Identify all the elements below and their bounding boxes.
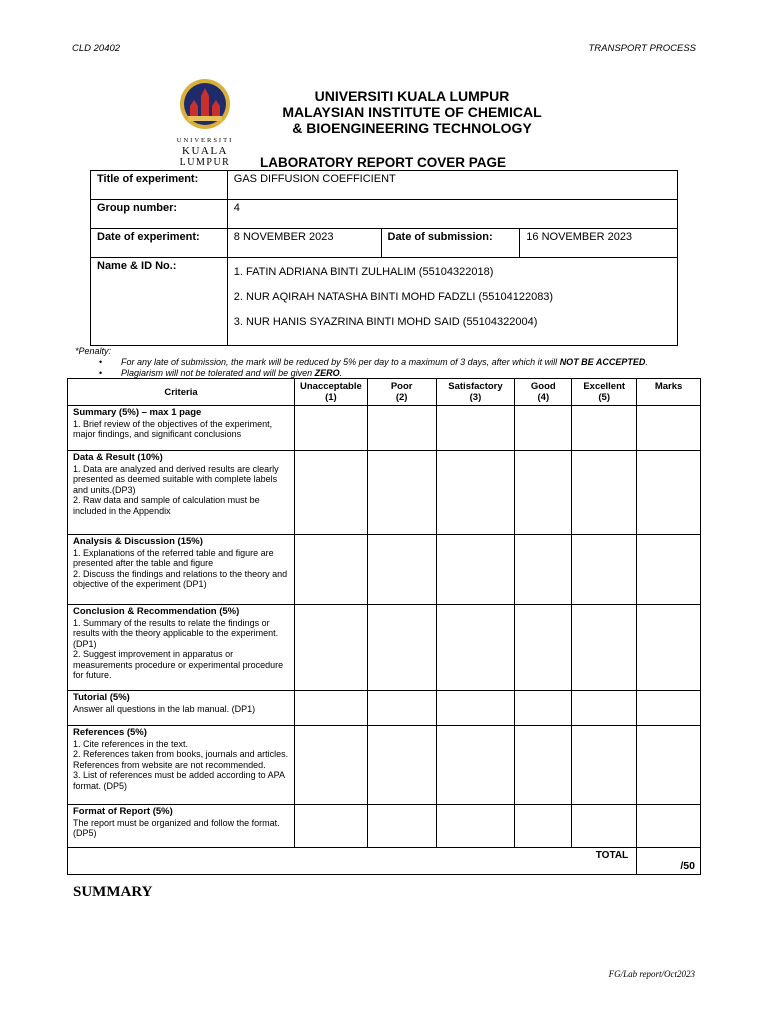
total-row [68, 848, 701, 875]
course-name: TRANSPORT PROCESS [588, 43, 696, 54]
svg-text:UNIVERSITI: UNIVERSITI [176, 137, 234, 144]
table-row: Data & Result (10%) 1. Data are analyzed and derived results are clearly presented as deemed suitable with complete labels and units.(DP3) 2. Raw data and sample of calculation must be included in the Appendix [68, 451, 701, 535]
title-label: Title of experiment: [91, 171, 228, 200]
name-entry: 2. NUR AQIRAH NATASHA BINTI MOHD FADZLI (55104122083) [233, 291, 554, 303]
table-row: Format of Report (5%) The report must be organized and follow the format. (DP5) [68, 805, 701, 848]
experiment-info-table [90, 170, 678, 346]
penalty-item: • Plagiarism will not be tolerated and will be given ZERO. [75, 368, 648, 379]
total-value: /50 [637, 848, 701, 875]
col-satisfactory: Satisfactory (3) [436, 379, 515, 406]
institution-line3: & BIOENGINEERING TECHNOLOGY [292, 120, 532, 136]
institution-line2: MALAYSIAN INSTITUTE OF CHEMICAL [282, 104, 542, 120]
svg-text:KUALA: KUALA [182, 145, 228, 157]
table-row: References (5%) 1. Cite references in the text. 2. References taken from books, journals and articles. References from website are not recommended. 3. List of references must be added according to APA format. (DP5) [68, 726, 701, 805]
names-list [227, 258, 677, 346]
course-code: CLD 20402 [72, 43, 121, 54]
col-unacceptable: Unacceptable (1) [295, 379, 368, 406]
institution-line1: UNIVERSITI KUALA LUMPUR [314, 88, 510, 104]
penalty-note [75, 346, 648, 379]
table-row: Conclusion & Recommendation (5%) 1. Summary of the results to relate the findings or results with the theory applicable to the experiment. (DP1) 2. Suggest improvement in apparatus or measurements procedure or experimental procedure for future. [68, 605, 701, 691]
group-value: 4 [227, 200, 677, 229]
date-submission-value: 16 NOVEMBER 2023 [520, 229, 678, 258]
name-entry: 1. FATIN ADRIANA BINTI ZULHALIM (55104322018) [233, 266, 494, 278]
footer-reference: FG/Lab report/Oct2023 [608, 969, 695, 979]
col-good: Good (4) [515, 379, 572, 406]
penalty-heading: *Penalty: [75, 346, 112, 356]
cover-page-title: LABORATORY REPORT COVER PAGE [259, 155, 507, 170]
col-marks: Marks [637, 379, 701, 406]
date-experiment-value: 8 NOVEMBER 2023 [227, 229, 381, 258]
names-label: Name & ID No.: [91, 258, 228, 346]
unikl-logo [168, 76, 242, 168]
date-experiment-label: Date of experiment: [91, 229, 228, 258]
table-row: Tutorial (5%) Answer all questions in the lab manual. (DP1) [68, 691, 701, 726]
total-label: TOTAL [68, 848, 637, 875]
assessment-rubric-table [67, 378, 701, 875]
group-label: Group number: [91, 200, 228, 229]
col-poor: Poor (2) [367, 379, 436, 406]
date-submission-label: Date of submission: [381, 229, 520, 258]
table-row: Analysis & Discussion (15%) 1. Explanations of the referred table and figure are presented after the table and figure 2. Discuss the findings and relations to the theory and objective of the experiment (DP1) [68, 535, 701, 605]
svg-text:LUMPUR: LUMPUR [179, 157, 231, 168]
penalty-item: • For any late of submission, the mark will be reduced by 5% per day to a maximum of 3 days, after which it will NOT BE ACCEPTED. [75, 357, 648, 368]
name-entry: 3. NUR HANIS SYAZRINA BINTI MOHD SAID (55104322004) [233, 316, 538, 328]
col-excellent: Excellent (5) [572, 379, 637, 406]
summary-heading: SUMMARY [73, 884, 153, 900]
title-value: GAS DIFFUSION COEFFICIENT [227, 171, 677, 200]
table-row: Summary (5%) – max 1 page 1. Brief review of the objectives of the experiment, major findings, and significant conclusions [68, 406, 701, 451]
col-criteria: Criteria [68, 379, 295, 406]
